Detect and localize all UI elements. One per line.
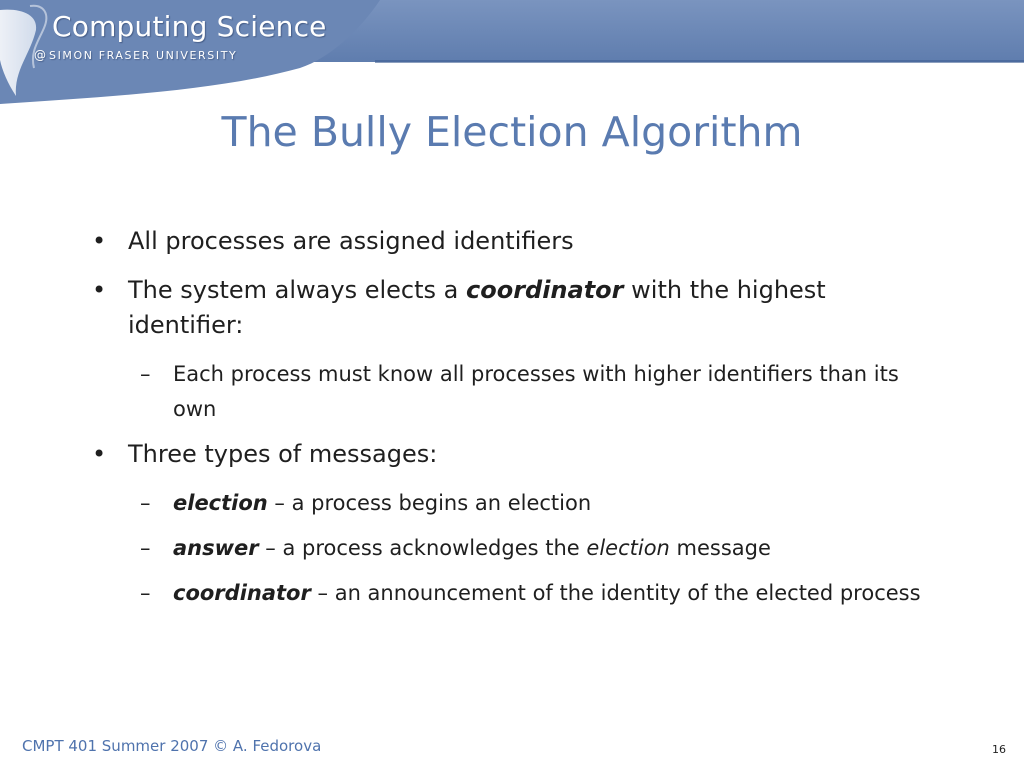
bullet-dot-icon: • — [92, 276, 107, 304]
sub-bullet-election — [86, 486, 946, 521]
bullet-text-post: with the highest identifier: — [128, 276, 826, 339]
sub-bullet-answer — [86, 531, 946, 566]
term-election-italic: election — [586, 536, 670, 560]
brand-title: Computing Science — [52, 10, 327, 43]
bullet-elects-coordinator — [86, 273, 946, 343]
slide-title: The Bully Election Algorithm — [221, 108, 803, 156]
dash-icon: – — [140, 536, 151, 560]
page-number: 16 — [992, 743, 1006, 756]
dash-icon: – — [140, 362, 151, 386]
term-coordinator: coordinator — [465, 276, 624, 304]
sub-bullet-text: – a process acknowledges the — [258, 536, 587, 560]
brand-subtitle-text: SIMON FRASER UNIVERSITY — [49, 48, 238, 62]
sub-bullet-text: – a process begins an election — [267, 491, 592, 515]
sub-bullet-text: – an announcement of the identity of the elected process — [310, 581, 921, 605]
dash-icon: – — [140, 581, 151, 605]
sub-bullet-text: Each process must know all processes with higher identifiers than its own — [173, 362, 899, 421]
bullet-dot-icon: • — [92, 440, 107, 468]
bullet-text: Three types of messages: — [128, 440, 438, 468]
bullet-message-types — [86, 437, 946, 472]
sub-bullet-know-higher — [86, 357, 946, 427]
term-coordinator: coordinator — [173, 581, 311, 605]
slide-content — [86, 224, 946, 621]
footer-course-info: CMPT 401 Summer 2007 © A. Fedorova — [22, 737, 322, 755]
dash-icon: – — [140, 491, 151, 515]
bullet-dot-icon: • — [92, 227, 107, 255]
sub-bullet-text-end: message — [669, 536, 771, 560]
bullet-text: All processes are assigned identifiers — [128, 227, 574, 255]
term-answer: answer — [173, 536, 259, 560]
sub-bullet-coordinator — [86, 576, 946, 611]
brand-subtitle — [34, 48, 237, 62]
bullet-text-pre: The system always elects a — [128, 276, 466, 304]
header-banner — [0, 0, 1024, 110]
term-election: election — [173, 491, 268, 515]
bullet-processes-identifiers — [86, 224, 946, 259]
at-sign-icon: @ — [34, 48, 46, 62]
